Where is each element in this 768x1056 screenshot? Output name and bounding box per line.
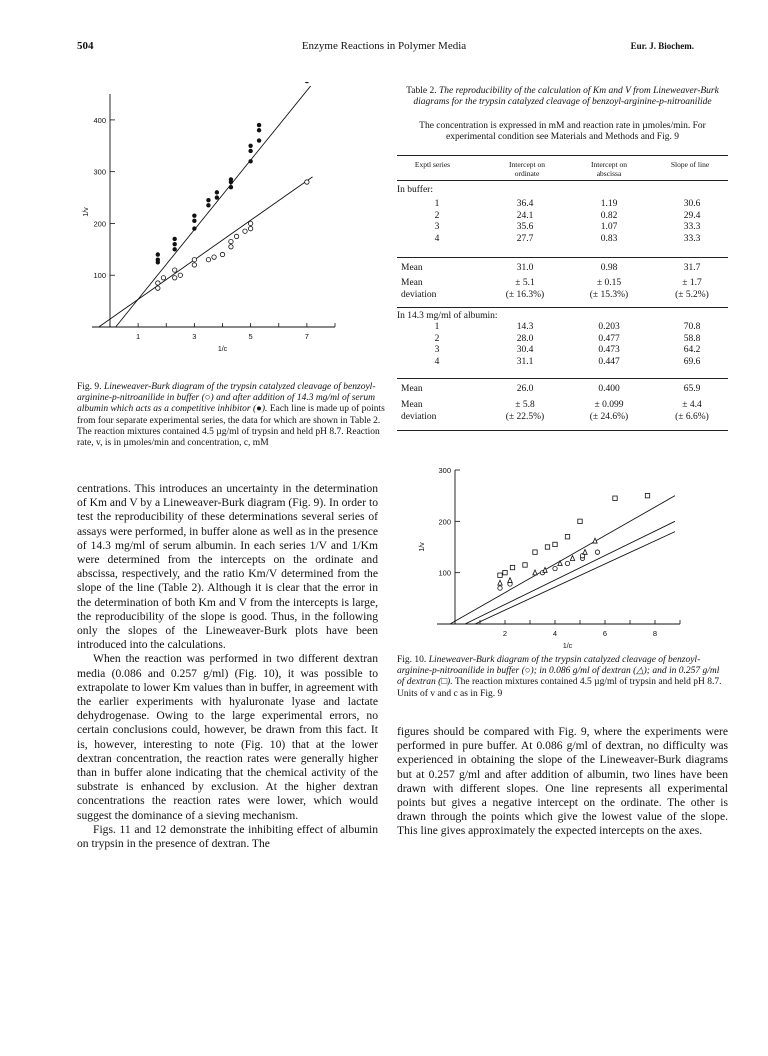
data-point xyxy=(172,276,176,280)
data-point xyxy=(257,128,261,132)
data-point xyxy=(212,255,216,259)
table-cell: (± 6.6%) xyxy=(675,412,709,422)
table-cell: 4 xyxy=(434,233,440,244)
table-cell: (± 16.3%) xyxy=(505,290,545,300)
table-cell: 58.8 xyxy=(683,333,701,344)
x-tick-label: 3 xyxy=(192,332,197,341)
figure-10-caption-text: The reaction mixtures contained 4.5 µg/ml of trypsin and held pH 8.7. Units of v and c as in Fig. 9 xyxy=(397,677,722,699)
figure-9-caption-title: Lineweaver-Burk diagram of the trypsin catalyzed cleavage of benzoyl-arginine-p-nitroanilide in buffer (○) and after addition of 14.3 mg/ml of serum albumin which acts as a competitive inhibitor (●). xyxy=(77,382,376,415)
table-2 xyxy=(397,0,729,440)
table-cell: 14.3 xyxy=(516,322,534,332)
data-point xyxy=(161,276,165,280)
data-point xyxy=(543,567,547,572)
table-cell: ± 4.4 xyxy=(682,400,702,410)
figure-9-chart xyxy=(70,82,390,372)
data-point xyxy=(523,563,527,567)
data-point xyxy=(305,82,309,83)
data-point xyxy=(192,257,196,261)
data-point xyxy=(595,550,599,554)
table-cell: 30.6 xyxy=(683,199,701,209)
col-header-series: Exptl series xyxy=(414,160,451,169)
x-tick-label: 4 xyxy=(552,629,558,638)
table-row-mean xyxy=(397,263,729,274)
table-cell: 1 xyxy=(434,199,440,209)
table-cell: (± 5.2%) xyxy=(675,290,709,300)
data-point xyxy=(257,138,261,142)
table-cell: 4 xyxy=(434,356,440,367)
data-point xyxy=(613,496,617,500)
journal-name: Eur. J. Biochem. xyxy=(630,41,694,51)
paragraph-1: centrations. This introduces an uncertainty in the determination of Km and V by a Lineweaver-Burk diagram (Fig. 9). In order to test the reproducibility of these determinations several series of assays were performed, in buffer alone as well as in the presence of 14.3 mg/ml of serum albumin. In each series 1/V and 1/Km were determined from the intercepts on the ordinate and abscissa, respectively, and the ratio Km/V determined from the slope of the line (Table 2). Although it is clear that the error in the determination of both Km and V from the intercepts is large, the reproducibility of the slope is good. Thus, in the following only the slopes of the Lineweaver-Burk plots have been introduced into the calculations. xyxy=(77,482,378,652)
data-point xyxy=(498,586,502,590)
running-title: Enzyme Reactions in Polymer Media xyxy=(301,40,467,52)
table-cell: (± 24.6%) xyxy=(589,412,629,422)
x-tick-label: 6 xyxy=(602,629,608,638)
data-point xyxy=(578,519,582,523)
group-label-albumin: In 14.3 mg/ml of albumin: xyxy=(397,311,498,321)
data-point xyxy=(215,190,219,194)
data-point xyxy=(172,237,176,241)
table-cell: Mean xyxy=(401,278,423,288)
table-cell: 0.98 xyxy=(600,263,618,273)
data-point xyxy=(498,580,502,585)
figure-9-caption-text: Each line is made up of points from four separate experimental series, the data for which are shown in Table 2. The reaction mixtures contained 4.5 µg/ml of trypsin and held pH 8.7. Reaction rate, v, is in µmoles/min and concentration, c, mM xyxy=(77,404,385,449)
data-point xyxy=(229,185,233,189)
table-cell: 0.447 xyxy=(598,356,620,367)
col-header-slope: Slope of line xyxy=(670,160,710,169)
data-point xyxy=(545,545,549,549)
data-point xyxy=(172,268,176,272)
data-point xyxy=(498,573,502,577)
y-tick-label: 200 xyxy=(438,517,451,527)
table-cell: ± 1.7 xyxy=(682,278,702,288)
figure-10-caption-title: Lineweaver-Burk diagram of the trypsin catalyzed cleavage of benzoyl-arginine-p-nitroanilide in buffer (○); in 0.086 g/ml of dextran (△); and in 0.257 g/ml of dextran (□). xyxy=(397,655,720,688)
data-point xyxy=(508,578,512,583)
y-tick-label: 400 xyxy=(93,115,106,125)
data-point xyxy=(565,535,569,539)
page-number: 504 xyxy=(77,40,94,52)
table-cell: 24.1 xyxy=(516,210,534,221)
figure-10-chart xyxy=(410,462,710,657)
y-tick-label: 300 xyxy=(93,167,106,177)
left-column-text xyxy=(77,482,378,851)
table-cell: 0.203 xyxy=(598,322,620,332)
table-cell: ± 0.099 xyxy=(594,400,624,410)
data-point xyxy=(510,565,514,569)
table-cell: 1.19 xyxy=(600,199,618,209)
data-point xyxy=(503,570,507,574)
table-cell: Mean xyxy=(401,263,423,273)
table-row xyxy=(397,334,729,345)
y-tick-label: 100 xyxy=(93,271,106,281)
data-point xyxy=(533,550,537,554)
data-point xyxy=(570,556,574,561)
group-label-buffer: In buffer: xyxy=(397,185,433,195)
table-row-deviation-pct xyxy=(397,412,729,423)
data-point xyxy=(206,257,210,261)
x-tick-label: 7 xyxy=(304,332,309,341)
table-cell: 31.0 xyxy=(516,263,534,273)
table-cell: 0.477 xyxy=(598,333,620,344)
y-tick-label: 100 xyxy=(438,568,451,578)
paragraph-3: Figs. 11 and 12 demonstrate the inhibiting effect of albumin on trypsin in the presence of dextran. The xyxy=(77,822,378,851)
table-cell: 31.7 xyxy=(683,263,701,273)
regression-line xyxy=(99,177,313,327)
x-axis-label: 1/c xyxy=(562,643,573,650)
table-2-subtitle: The concentration is expressed in mM and reaction rate in µmoles/min. For experimental condition see Materials and Methods and Fig. 9 xyxy=(419,121,706,143)
table-2-title-italic: The reproducibility of the calculation of Km and V from Lineweaver-Burk diagrams for the trypsin catalyzed cleavage of benzoyl-arginine-p-nitroanilide xyxy=(413,86,719,108)
paragraph-2: When the reaction was performed in two different dextran media (0.086 and 0.257 g/ml) (Fig. 10), it was possible to extrapolate to lower Km values than in buffer, in agreement with the earlier experiments with hyaluronate lyase and lactate dehydrogenase. Owing to the large experimental errors, no certain conclusions could, however, be drawn from this fact. It is, however, interesting to note (Fig. 10) that at the lower dextran concentration, the reaction rates were generally higher than in buffer alone indicating that the chemical activity of the substrate is enhanced by exclusion. At the higher dextran concentrations the reaction rates were lower, which would suggest the dominance of a sieving mechanism. xyxy=(77,652,378,822)
data-point xyxy=(215,195,219,199)
data-point xyxy=(192,263,196,267)
figure-9-caption xyxy=(77,382,387,449)
data-point xyxy=(229,245,233,249)
table-cell: 33.3 xyxy=(683,222,701,232)
data-point xyxy=(172,242,176,246)
data-point xyxy=(257,123,261,127)
figure-10-caption xyxy=(397,655,728,700)
table-2-label: Table 2. xyxy=(406,86,437,96)
x-tick-label: 8 xyxy=(652,629,658,638)
table-row xyxy=(397,211,729,222)
table-cell: deviation xyxy=(401,412,437,422)
figure-10-caption-label: Fig. 10. xyxy=(397,655,427,665)
data-point xyxy=(533,570,537,575)
table-cell: Mean xyxy=(401,384,423,394)
table-cell: ± 5.1 xyxy=(515,278,535,288)
table-row-mean xyxy=(397,384,729,395)
table-row xyxy=(397,357,729,368)
table-row xyxy=(397,322,729,333)
table-row-deviation-pct xyxy=(397,290,729,301)
table-cell: 36.4 xyxy=(516,199,534,209)
data-point xyxy=(558,561,562,566)
table-cell: 3 xyxy=(434,222,440,232)
table-cell: 1.07 xyxy=(600,222,618,232)
data-point xyxy=(178,273,182,277)
table-cell: 26.0 xyxy=(516,384,534,394)
data-point xyxy=(156,252,160,256)
data-point xyxy=(234,234,238,238)
x-axis-label: 1/c xyxy=(217,346,228,353)
col-header-ordinate: Intercept on ordinate xyxy=(508,160,546,178)
table-row-deviation xyxy=(397,278,729,289)
table-cell: ± 0.15 xyxy=(596,278,622,288)
data-point xyxy=(220,252,224,256)
data-point xyxy=(229,177,233,181)
table-row xyxy=(397,234,729,245)
data-point xyxy=(248,221,252,225)
regression-line xyxy=(475,532,675,624)
data-point xyxy=(248,226,252,230)
data-point xyxy=(248,149,252,153)
table-cell: 30.4 xyxy=(516,345,534,355)
table-cell: 31.1 xyxy=(516,356,534,367)
table-cell: ± 5.8 xyxy=(515,400,535,410)
data-point xyxy=(192,219,196,223)
y-tick-label: 300 xyxy=(438,466,451,475)
data-point xyxy=(305,180,309,184)
table-cell: 1 xyxy=(434,322,440,332)
table-cell: 0.473 xyxy=(598,345,620,355)
data-point xyxy=(553,566,557,570)
data-point xyxy=(248,159,252,163)
x-tick-label: 5 xyxy=(248,332,253,341)
table-cell: 33.3 xyxy=(683,233,701,244)
data-point xyxy=(248,144,252,148)
data-point xyxy=(565,561,569,565)
table-cell: 69.6 xyxy=(683,356,701,367)
y-axis-label: 1/v xyxy=(83,207,90,217)
table-cell: 28.0 xyxy=(516,333,534,344)
data-point xyxy=(192,226,196,230)
data-point xyxy=(156,257,160,261)
data-point xyxy=(583,549,587,554)
regression-line xyxy=(450,496,675,624)
table-cell: 64.2 xyxy=(683,345,701,355)
y-axis-label: 1/v xyxy=(419,542,426,552)
paragraph-4: figures should be compared with Fig. 9, where the experiments were performed in pure buffer. At 0.086 g/ml of dextran, no difficulty was experienced in obtaining the slope of the Lineweaver-Burk diagrams but at 0.257 g/ml and after addition of albumin, two lines have been drawn with different slopes. One line represents all experimental points but gives a negative intercept on the ordinate. The other is drawn through the points which give the lowest value of the slope. This line gives approximately the expected intercepts on the axes. xyxy=(397,725,728,838)
table-cell: (± 15.3%) xyxy=(589,290,629,300)
x-tick-label: 2 xyxy=(502,629,508,638)
y-tick-label: 200 xyxy=(93,219,106,229)
data-point xyxy=(553,542,557,546)
data-point xyxy=(192,213,196,217)
data-point xyxy=(156,286,160,290)
data-point xyxy=(206,203,210,207)
data-point xyxy=(172,247,176,251)
table-cell: 29.4 xyxy=(683,210,701,221)
table-cell: 35.6 xyxy=(516,222,534,232)
table-cell: deviation xyxy=(401,290,437,300)
table-cell: Mean xyxy=(401,400,423,410)
regression-line xyxy=(116,84,313,327)
table-row xyxy=(397,222,729,233)
data-point xyxy=(645,493,649,497)
table-row xyxy=(397,199,729,210)
table-cell: 0.400 xyxy=(598,384,620,394)
data-point xyxy=(243,229,247,233)
data-point xyxy=(156,281,160,285)
table-row xyxy=(397,345,729,356)
right-column-text xyxy=(397,725,728,839)
table-cell: 2 xyxy=(434,210,440,221)
table-cell: 0.83 xyxy=(600,233,618,244)
data-point xyxy=(229,239,233,243)
table-cell: (± 22.5%) xyxy=(505,412,545,422)
table-cell: 27.7 xyxy=(516,233,534,244)
data-point xyxy=(206,198,210,202)
table-cell: 2 xyxy=(434,333,440,344)
table-cell: 0.82 xyxy=(600,210,618,221)
table-cell: 3 xyxy=(434,345,440,355)
table-cell: 70.8 xyxy=(683,322,701,332)
x-tick-label: 1 xyxy=(136,332,141,341)
figure-9-caption-label: Fig. 9. xyxy=(77,382,102,392)
table-cell: 65.9 xyxy=(683,384,701,394)
col-header-abscissa: Intercept on abscissa xyxy=(590,160,628,178)
table-row-deviation xyxy=(397,400,729,411)
